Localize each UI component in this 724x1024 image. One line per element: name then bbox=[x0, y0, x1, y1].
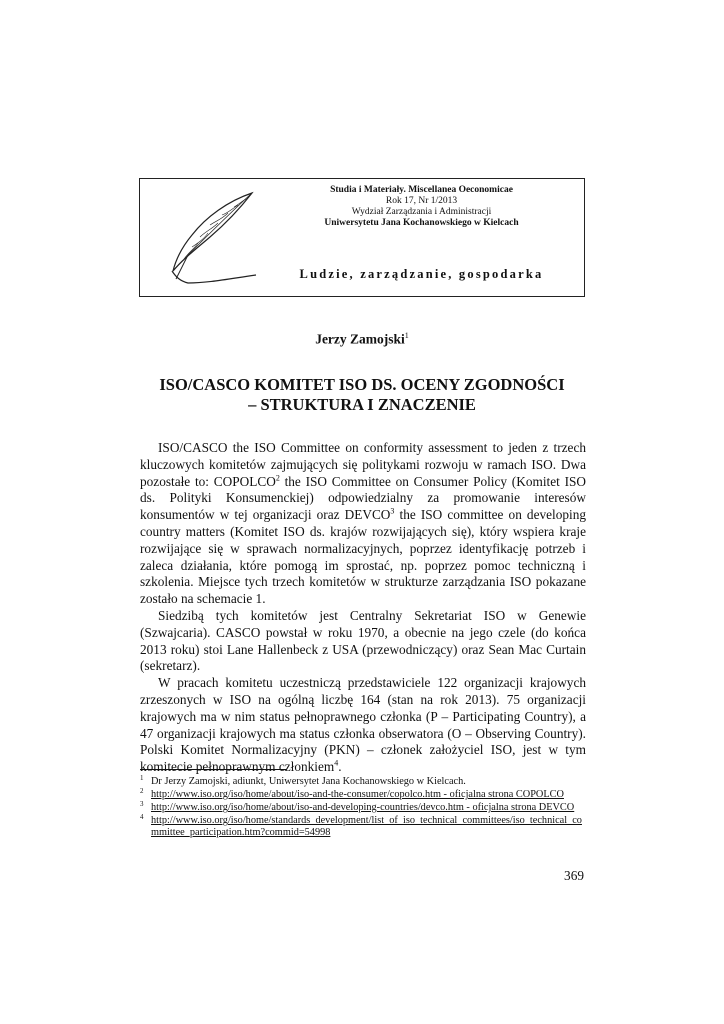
journal-title: Studia i Materiały. Miscellanea Oeconomicae bbox=[330, 185, 513, 195]
footnote-divider bbox=[140, 769, 286, 770]
footnote-4[interactable] bbox=[140, 815, 586, 838]
paragraph-1-part-c: the ISO committee on developing country matters (Komitet ISO ds. krajów rozwijających się), który wspiera kraje rozwijające się w sprawach normalizacyjnych, poprzez identyfikację potrzeb i zaleca działania, które pomogą im sprostać, np. poprzez pomoc techniczną i szkolenia. Miejsce tych trzech komitetów w strukturze zarządzania ISO pokazane zostało na schemacie 1. bbox=[140, 507, 587, 607]
paragraph-3-part-a: W pracach komitetu uczestniczą przedstawiciele 122 organizacji krajowych zrzeszonych w ISO na ogólną liczbę 164 (stan na rok 2013). 75 organizacji krajowych ma w nim status pełnoprawnego członka (P – Participating Country), a 47 organizacji krajowych ma status członka obserwatora (O – Observing Country). Polski Komitet Normalizacyjny (PKN) – członek założyciel ISO, jest w tym komitecie pełnoprawnym członkiem bbox=[140, 675, 586, 775]
article-body bbox=[140, 440, 586, 776]
footnote-number: 1 bbox=[140, 774, 144, 782]
paragraph-1 bbox=[140, 440, 586, 608]
journal-university: Uniwersytetu Jana Kochanowskiego w Kielcach bbox=[324, 218, 519, 228]
author-name-text: Jerzy Zamojski bbox=[315, 331, 405, 347]
article-title-line-2: – STRUKTURA I ZNACZENIE bbox=[248, 395, 476, 414]
footnotes bbox=[140, 776, 586, 840]
article-title bbox=[0, 375, 724, 415]
journal-info bbox=[265, 185, 578, 229]
paragraph-2: Siedzibą tych komitetów jest Centralny Sekretariat ISO w Genewie (Szwajcaria). CASCO powstał w roku 1970, a obecnie na jego czele (do końca 2013 roku) stoi Lane Hallenbeck z USA (przewodniczący) oraz Sean Mac Curtain (sekretarz). bbox=[140, 607, 586, 674]
article-title-line-1: ISO/CASCO KOMITET ISO DS. OCENY ZGODNOŚCI bbox=[159, 375, 565, 394]
footnote-ref-4: 4 bbox=[334, 758, 339, 768]
paragraph-3 bbox=[140, 675, 586, 776]
footnote-ref-3: 3 bbox=[390, 506, 395, 516]
footnote-link-devco[interactable]: http://www.iso.org/iso/home/about/iso-and-developing-countries/devco.htm - oficjalna strona DEVCO bbox=[151, 802, 575, 814]
footnote-number: 2 bbox=[140, 787, 144, 796]
footnote-ref-2: 2 bbox=[275, 473, 280, 483]
quill-pen-logo bbox=[158, 187, 258, 289]
journal-motto: Ludzie, zarządzanie, gospodarka bbox=[299, 267, 544, 281]
paragraph-1-part-b: the ISO Committee on Consumer Policy (Komitet ISO ds. Polityki Konsumenckiej) odpowiedzialny za promowanie interesów konsumentów w tej organizacji oraz DEVCO bbox=[140, 473, 586, 523]
footnote-1 bbox=[140, 776, 586, 788]
footnote-number: 4 bbox=[140, 813, 144, 822]
page-number: 369 bbox=[564, 868, 584, 883]
journal-header-box bbox=[139, 178, 585, 297]
author-footnote-ref: 1 bbox=[404, 331, 409, 340]
footnote-link-casco-participation[interactable]: http://www.iso.org/iso/home/standards_development/list_of_iso_technical_committees/iso_technical_committee_participation.htm?commid=54998 bbox=[151, 815, 582, 838]
journal-faculty: Wydział Zarządzania i Administracji bbox=[351, 207, 492, 217]
footnote-number: 3 bbox=[140, 800, 144, 809]
footnote-3[interactable] bbox=[140, 802, 586, 814]
journal-issue: Rok 17, Nr 1/2013 bbox=[385, 196, 458, 206]
paragraph-3-part-b: . bbox=[338, 759, 342, 775]
author-name bbox=[0, 331, 724, 348]
footnote-2[interactable] bbox=[140, 789, 586, 801]
footnote-link-copolco[interactable]: http://www.iso.org/iso/home/about/iso-and-the-consumer/copolco.htm - oficjalna strona COPOLCO bbox=[151, 789, 564, 801]
paragraph-1-part-a: ISO/CASCO the ISO Committee on conformity assessment to jeden z trzech kluczowych komitetów zajmujących się politykami rozwoju w ramach ISO. Dwa pozostałe to: COPOLCO bbox=[140, 440, 586, 489]
footnote-text: Dr Jerzy Zamojski, adiunkt, Uniwersytet Jana Kochanowskiego w Kielcach. bbox=[151, 776, 466, 787]
